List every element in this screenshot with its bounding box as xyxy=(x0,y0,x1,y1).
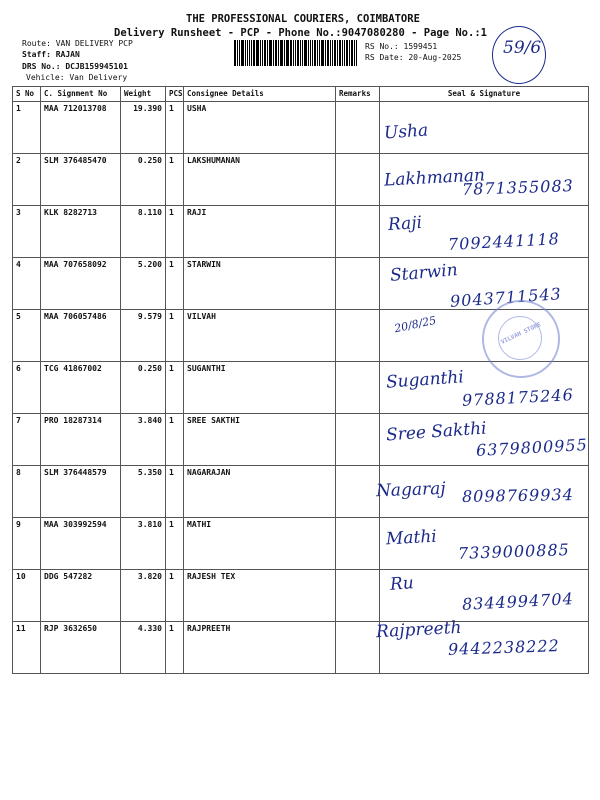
weight-cell: 3.840 xyxy=(121,414,166,466)
handwritten-phone: 9788175246 xyxy=(461,385,575,410)
pieces-cell: 1 xyxy=(166,258,184,310)
column-header: Remarks xyxy=(336,87,380,102)
remarks-cell xyxy=(336,570,380,622)
serial-number-cell: 4 xyxy=(13,258,41,310)
weight-cell: 19.390 xyxy=(121,102,166,154)
remarks-cell xyxy=(336,310,380,362)
handwritten-phone: 9442238222 xyxy=(447,636,561,659)
consignee-cell: NAGARAJAN xyxy=(184,466,336,518)
weight-cell: 3.820 xyxy=(121,570,166,622)
weight-cell: 9.579 xyxy=(121,310,166,362)
handwritten-signature: Starwin xyxy=(389,260,459,286)
serial-number-cell: 9 xyxy=(13,518,41,570)
serial-number-cell: 5 xyxy=(13,310,41,362)
consignee-cell: SREE SAKTHI xyxy=(184,414,336,466)
pieces-cell: 1 xyxy=(166,102,184,154)
runsheet-title: Delivery Runsheet - PCP - Phone No.:9047080280 - Page No.:1 xyxy=(114,27,487,39)
column-header: Weight xyxy=(121,87,166,102)
company-title: THE PROFESSIONAL COURIERS, COIMBATORE xyxy=(186,13,420,25)
weight-cell: 4.330 xyxy=(121,622,166,674)
serial-number-cell: 6 xyxy=(13,362,41,414)
consignment-cell: KLK 8282713 xyxy=(41,206,121,258)
handwritten-phone: 7339000885 xyxy=(457,540,571,563)
consignment-cell: MAA 707658092 xyxy=(41,258,121,310)
column-header: Seal & Signature xyxy=(380,87,589,102)
weight-cell: 8.110 xyxy=(121,206,166,258)
pieces-cell: 1 xyxy=(166,466,184,518)
pieces-cell: 1 xyxy=(166,518,184,570)
handwritten-signature: Usha xyxy=(383,120,429,144)
barcode-icon xyxy=(234,40,358,66)
consignment-cell: MAA 712013708 xyxy=(41,102,121,154)
consignee-cell: RAJPREETH xyxy=(184,622,336,674)
handwritten-phone: 7092441118 xyxy=(447,229,561,254)
handwritten-signature: Rajpreeth xyxy=(375,617,462,643)
weight-cell: 5.350 xyxy=(121,466,166,518)
handwritten-signature: Ru xyxy=(389,573,415,595)
consignment-cell: MAA 303992594 xyxy=(41,518,121,570)
handwritten-signature: Raji xyxy=(387,212,423,236)
consignment-cell: PRO 18287314 xyxy=(41,414,121,466)
consignment-cell: TCG 41867002 xyxy=(41,362,121,414)
route-label: Route: VAN DELIVERY PCP xyxy=(22,39,133,48)
serial-number-cell: 3 xyxy=(13,206,41,258)
consignee-cell: MATHI xyxy=(184,518,336,570)
column-header: Consignee Details xyxy=(184,87,336,102)
weight-cell: 0.250 xyxy=(121,362,166,414)
handwritten-signature: Suganthi xyxy=(385,367,465,393)
pieces-cell: 1 xyxy=(166,206,184,258)
remarks-cell xyxy=(336,622,380,674)
stamp-text: VILVAH STORE xyxy=(499,321,543,346)
consignment-cell: SLM 376448579 xyxy=(41,466,121,518)
store-stamp-icon xyxy=(482,300,560,378)
vehicle-label: Vehicle: Van Delivery xyxy=(26,73,128,82)
consignee-cell: USHA xyxy=(184,102,336,154)
consignment-cell: MAA 706057486 xyxy=(41,310,121,362)
remarks-cell xyxy=(336,466,380,518)
remarks-cell xyxy=(336,362,380,414)
handwritten-phone: 8098769934 xyxy=(461,485,574,506)
consignment-cell: RJP 3632650 xyxy=(41,622,121,674)
pieces-cell: 1 xyxy=(166,414,184,466)
serial-number-cell: 11 xyxy=(13,622,41,674)
pieces-cell: 1 xyxy=(166,310,184,362)
consignee-cell: RAJESH TEX xyxy=(184,570,336,622)
weight-cell: 5.200 xyxy=(121,258,166,310)
remarks-cell xyxy=(336,414,380,466)
table-header-row xyxy=(13,87,589,102)
pieces-cell: 1 xyxy=(166,622,184,674)
consignee-cell: STARWIN xyxy=(184,258,336,310)
consignment-cell: DDG 547282 xyxy=(41,570,121,622)
handwritten-phone: 6379800955 xyxy=(475,435,589,460)
serial-number-cell: 7 xyxy=(13,414,41,466)
weight-cell: 3.810 xyxy=(121,518,166,570)
pieces-cell: 1 xyxy=(166,570,184,622)
column-header: S No xyxy=(13,87,41,102)
consignee-cell: RAJI xyxy=(184,206,336,258)
remarks-cell xyxy=(336,206,380,258)
runsheet-table xyxy=(12,86,589,674)
column-header: PCS xyxy=(166,87,184,102)
consignee-cell: VILVAH xyxy=(184,310,336,362)
weight-cell: 0.250 xyxy=(121,154,166,206)
handwritten-signature: 20/8/25 xyxy=(393,313,438,336)
pieces-cell: 1 xyxy=(166,362,184,414)
drs-number: DRS No.: DCJB159945101 xyxy=(22,62,128,71)
table-row xyxy=(13,102,589,154)
circled-annotation-text: 59/6 xyxy=(503,38,542,58)
serial-number-cell: 10 xyxy=(13,570,41,622)
serial-number-cell: 8 xyxy=(13,466,41,518)
rs-date: RS Date: 20-Aug-2025 xyxy=(365,53,462,62)
remarks-cell xyxy=(336,154,380,206)
remarks-cell xyxy=(336,258,380,310)
handwritten-signature: Lakhmanan xyxy=(383,165,486,191)
consignee-cell: LAKSHUMANAN xyxy=(184,154,336,206)
serial-number-cell: 1 xyxy=(13,102,41,154)
rs-number: RS No.: 1599451 xyxy=(365,42,438,51)
handwritten-signature: Nagaraj xyxy=(375,478,446,502)
column-header: C. Signment No xyxy=(41,87,121,102)
consignee-cell: SUGANTHI xyxy=(184,362,336,414)
handwritten-signature: Sree Sakthi xyxy=(385,418,488,446)
handwritten-phone: 8344994704 xyxy=(461,589,575,614)
remarks-cell xyxy=(336,102,380,154)
staff-label: Staff: RAJAN xyxy=(22,50,80,59)
handwritten-phone: 7871355083 xyxy=(461,176,575,199)
consignment-cell: SLM 376485470 xyxy=(41,154,121,206)
handwritten-phone: 9043711543 xyxy=(449,284,563,311)
remarks-cell xyxy=(336,518,380,570)
pieces-cell: 1 xyxy=(166,154,184,206)
handwritten-signature: Mathi xyxy=(385,526,438,550)
serial-number-cell: 2 xyxy=(13,154,41,206)
